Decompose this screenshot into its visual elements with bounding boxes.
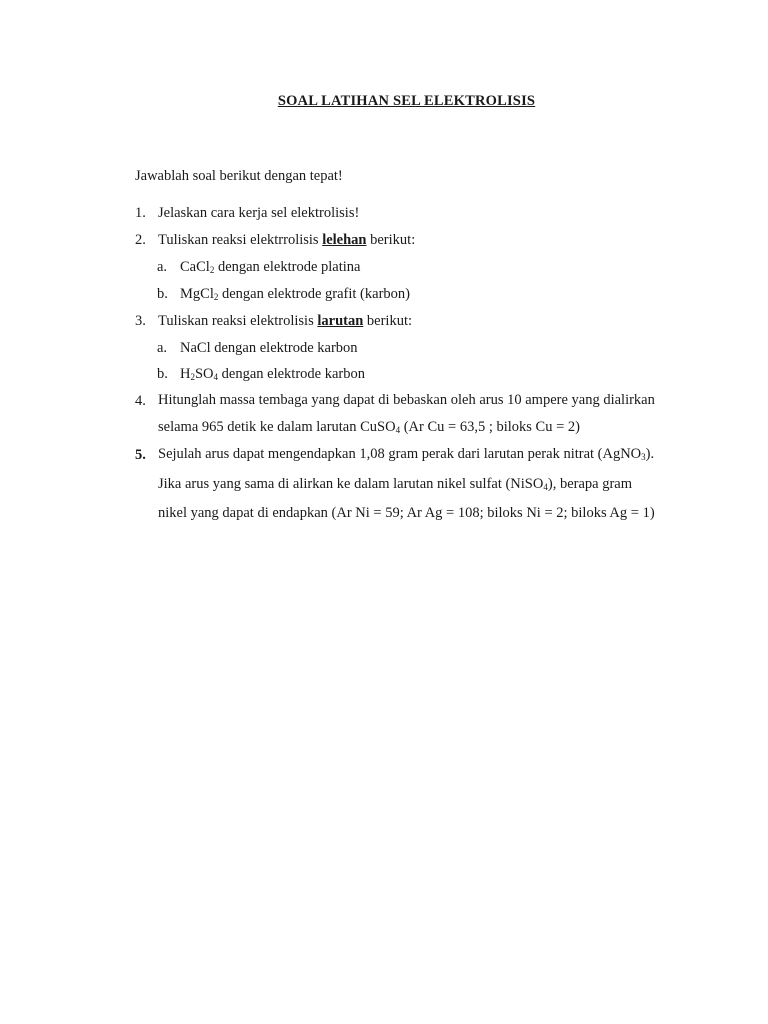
option-text: CaCl$_2$ dengan elektrode platina bbox=[180, 259, 361, 275]
option-text: $H_2SO_4$ dengan elektrode karbon bbox=[180, 366, 365, 382]
option-letter: b. bbox=[157, 366, 168, 382]
option-text: MgCl$_2$ dengan elektrode grafit (karbon) bbox=[180, 286, 410, 302]
emphasis-word: larutan bbox=[317, 313, 364, 329]
option-letter: a. bbox=[157, 259, 168, 275]
option-letter: a. bbox=[157, 340, 168, 356]
question-text: Tuliskan reaksi elektrolisis larutan berikut: bbox=[158, 313, 413, 329]
question-number: 1. bbox=[135, 205, 146, 221]
question-number: 5. bbox=[135, 447, 146, 463]
question-text: Jelaskan cara kerja sel elektrolisis! bbox=[158, 205, 360, 221]
question-text: Hitunglah massa tembaga yang dapat di bebaskan oleh arus 10 ampere yang dialirkan selama 965 detik ke dalam larutan CuSO$_4$ (Ar Cu = 63,5 ; biloks Cu = 2) bbox=[158, 392, 655, 435]
question-number: 4. bbox=[135, 393, 146, 409]
option-letter: b. bbox=[157, 286, 168, 302]
question-number: 3. bbox=[135, 313, 146, 329]
emphasis-word: lelehan bbox=[322, 232, 367, 248]
question-number: 2. bbox=[135, 232, 146, 248]
question-text: Sejulah arus dapat mengendapkan 1,08 gram perak dari larutan perak nitrat (AgNO$_3$). Jika arus yang sama di alirkan ke dalam larutan nikel sulfat (NiSO$_4$), berapa gram nikel yang dapat di endapkan (Ar Ni = 59; Ar Ag = 108; biloks Ni = 2; biloks Ag = 1) bbox=[158, 446, 655, 521]
question-text: Tuliskan reaksi elektrrolisis lelehan berikut: bbox=[158, 232, 416, 248]
option-text: NaCl dengan elektrode karbon bbox=[180, 340, 358, 356]
page-title: SOAL LATIHAN SEL ELEKTROLISIS bbox=[277, 93, 536, 109]
instruction-text: Jawablah soal berikut dengan tepat! bbox=[135, 168, 343, 184]
